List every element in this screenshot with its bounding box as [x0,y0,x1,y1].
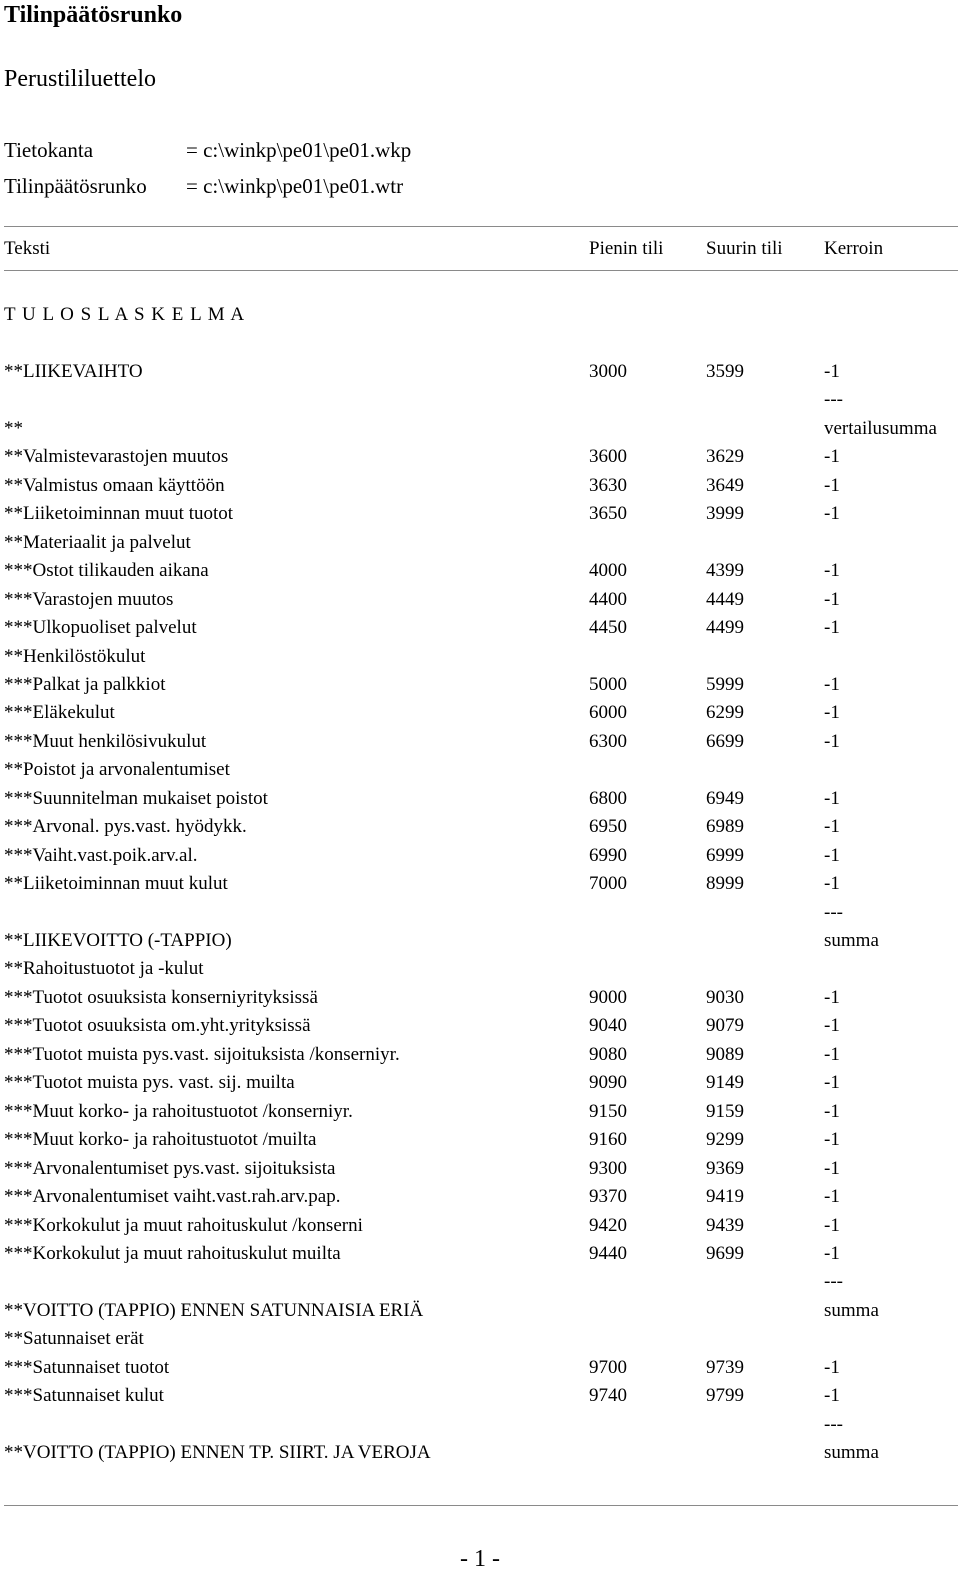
row-max-account: 9149 [706,1072,744,1093]
row-text: ** [4,418,23,439]
row-max-account: 9369 [706,1158,744,1179]
row-min-account: 9090 [589,1072,627,1093]
row-text: ***Satunnaiset tuotot [4,1357,170,1378]
row-max-account: 6299 [706,702,744,723]
row-text: ***Vaiht.vast.poik.arv.al. [4,845,198,866]
table-row [0,1157,960,1185]
row-text: **Poistot ja arvonalentumiset [4,759,230,780]
header-factor: Kerroin [824,238,884,259]
table-row [0,1441,960,1469]
row-min-account: 9160 [589,1129,627,1150]
table-row [0,388,960,416]
table-row [0,1128,960,1156]
row-max-account: 9299 [706,1129,744,1150]
table-row [0,787,960,815]
row-text: ***Muut henkilösivukulut [4,731,207,752]
row-text: **Valmistevarastojen muutos [4,446,229,467]
info-key: Tilinpäätösrunko [4,174,147,198]
row-max-account: 6999 [706,845,744,866]
row-text: ***Muut korko- ja rahoitustuotot /muilta [4,1129,317,1150]
table-row [0,588,960,616]
table-row [0,1185,960,1213]
header-bottom-divider [4,270,958,271]
row-min-account: 9000 [589,987,627,1008]
table-row [0,1014,960,1042]
table-row [0,929,960,957]
row-text: **Valmistus omaan käyttöön [4,475,225,496]
row-factor: -1 [824,674,840,695]
row-max-account: 3999 [706,503,744,524]
row-min-account: 3630 [589,475,627,496]
row-min-account: 3650 [589,503,627,524]
row-text: **VOITTO (TAPPIO) ENNEN SATUNNAISIA ERIÄ [4,1300,424,1321]
table-row [0,645,960,673]
row-factor: -1 [824,617,840,638]
row-factor: -1 [824,1044,840,1065]
row-text: **Liiketoiminnan muut kulut [4,873,228,894]
row-factor: -1 [824,1015,840,1036]
row-max-account: 6989 [706,816,744,837]
row-max-account: 9439 [706,1215,744,1236]
page-number: - 1 - [460,1546,500,1572]
row-text: ***Eläkekulut [4,702,115,723]
row-factor: -1 [824,873,840,894]
table-row [0,1356,960,1384]
row-factor: summa [824,1300,879,1321]
row-text: **Rahoitustuotot ja -kulut [4,958,204,979]
row-text: ***Arvonalentumiset vaiht.vast.rah.arv.pap. [4,1186,341,1207]
row-factor: --- [824,389,843,410]
table-row [0,360,960,388]
row-min-account: 6300 [589,731,627,752]
row-min-account: 6800 [589,788,627,809]
row-factor: -1 [824,361,840,382]
table-row [0,474,960,502]
row-factor: -1 [824,987,840,1008]
row-factor: -1 [824,731,840,752]
row-min-account: 3600 [589,446,627,467]
row-min-account: 4000 [589,560,627,581]
row-factor: summa [824,930,879,951]
row-factor: -1 [824,1072,840,1093]
table-row [0,986,960,1014]
table-row [0,417,960,445]
row-max-account: 9030 [706,987,744,1008]
row-min-account: 9040 [589,1015,627,1036]
row-max-account: 4499 [706,617,744,638]
table-row [0,559,960,587]
row-text: **LIIKEVOITTO (-TAPPIO) [4,930,232,951]
row-max-account: 6949 [706,788,744,809]
table-row [0,1413,960,1441]
row-min-account: 6000 [589,702,627,723]
row-factor: --- [824,902,843,923]
row-max-account: 9799 [706,1385,744,1406]
row-min-account: 9740 [589,1385,627,1406]
row-factor: --- [824,1414,843,1435]
row-text: ***Tuotot muista pys.vast. sijoituksista /konserniyr. [4,1044,400,1065]
row-factor: -1 [824,788,840,809]
table-row [0,844,960,872]
header-max-account: Suurin tili [706,238,783,259]
row-text: **VOITTO (TAPPIO) ENNEN TP. SIIRT. JA VEROJA [4,1442,431,1463]
table-row [0,1043,960,1071]
row-text: ***Tuotot muista pys. vast. sij. muilta [4,1072,295,1093]
row-max-account: 9159 [706,1101,744,1122]
table-row [0,531,960,559]
row-factor: -1 [824,1215,840,1236]
row-factor: -1 [824,503,840,524]
row-text: ***Ostot tilikauden aikana [4,560,209,581]
table-row [0,1100,960,1128]
row-factor: -1 [824,702,840,723]
row-min-account: 9440 [589,1243,627,1264]
row-text: **Satunnaiset erät [4,1328,144,1349]
row-min-account: 9420 [589,1215,627,1236]
row-max-account: 9739 [706,1357,744,1378]
row-factor: -1 [824,1357,840,1378]
row-min-account: 9370 [589,1186,627,1207]
row-max-account: 6699 [706,731,744,752]
row-factor: vertailusumma [824,418,937,439]
table-row [0,1214,960,1242]
row-factor: -1 [824,1129,840,1150]
table-row [0,730,960,758]
row-factor: -1 [824,1243,840,1264]
row-max-account: 3629 [706,446,744,467]
row-factor: -1 [824,1186,840,1207]
row-min-account: 9080 [589,1044,627,1065]
table-row [0,1071,960,1099]
document-title: Tilinpäätösrunko [4,2,183,28]
header-text: Teksti [4,238,51,259]
row-text: **Materiaalit ja palvelut [4,532,191,553]
table-row [0,1242,960,1270]
table-row [0,815,960,843]
row-factor: -1 [824,816,840,837]
table-row [0,701,960,729]
table-row [0,758,960,786]
row-factor: -1 [824,1101,840,1122]
row-text: **Liiketoiminnan muut tuotot [4,503,234,524]
document-subtitle: Perustililuettelo [4,66,156,92]
row-min-account: 9700 [589,1357,627,1378]
table-row [0,901,960,929]
row-min-account: 6950 [589,816,627,837]
row-text: **LIIKEVAIHTO [4,361,143,382]
row-max-account: 9079 [706,1015,744,1036]
row-max-account: 9419 [706,1186,744,1207]
table-row [0,616,960,644]
row-factor: -1 [824,475,840,496]
row-factor: -1 [824,446,840,467]
row-min-account: 9300 [589,1158,627,1179]
row-factor: -1 [824,845,840,866]
row-text: ***Satunnaiset kulut [4,1385,164,1406]
info-key: Tietokanta [4,138,94,162]
row-min-account: 4450 [589,617,627,638]
row-min-account: 7000 [589,873,627,894]
row-text: ***Muut korko- ja rahoitustuotot /konserniyr. [4,1101,353,1122]
header-min-account: Pienin tili [589,238,664,259]
row-text: ***Ulkopuoliset palvelut [4,617,197,638]
row-max-account: 5999 [706,674,744,695]
row-text: ***Korkokulut ja muut rahoituskulut muilta [4,1243,341,1264]
row-max-account: 9089 [706,1044,744,1065]
row-text: ***Varastojen muutos [4,589,174,610]
table-row [0,445,960,473]
row-text: ***Suunnitelman mukaiset poistot [4,788,268,809]
table-row [0,957,960,985]
row-min-account: 3000 [589,361,627,382]
row-text: ***Korkokulut ja muut rahoituskulut /konserni [4,1215,363,1236]
row-factor: -1 [824,589,840,610]
section-title: T U L O S L A S K E L M A [4,304,246,325]
row-text: ***Arvonal. pys.vast. hyödykk. [4,816,247,837]
table-row [0,673,960,701]
row-max-account: 4449 [706,589,744,610]
header-top-divider [4,226,958,227]
row-max-account: 8999 [706,873,744,894]
row-factor: --- [824,1271,843,1292]
row-text: ***Tuotot osuuksista konserniyrityksissä [4,987,318,1008]
table-row [0,502,960,530]
row-max-account: 4399 [706,560,744,581]
footer-divider [4,1505,958,1506]
row-factor: -1 [824,1158,840,1179]
row-max-account: 9699 [706,1243,744,1264]
row-text: ***Tuotot osuuksista om.yht.yrityksissä [4,1015,311,1036]
table-row [0,1327,960,1355]
table-row [0,872,960,900]
table-row [0,1384,960,1412]
row-max-account: 3649 [706,475,744,496]
table-row [0,1299,960,1327]
info-value: = c:\winkp\pe01\pe01.wkp [186,138,412,162]
row-max-account: 3599 [706,361,744,382]
row-factor: -1 [824,560,840,581]
row-text: **Henkilöstökulut [4,646,146,667]
row-min-account: 5000 [589,674,627,695]
row-text: ***Palkat ja palkkiot [4,674,166,695]
row-min-account: 6990 [589,845,627,866]
info-value: = c:\winkp\pe01\pe01.wtr [186,174,404,198]
row-factor: summa [824,1442,879,1463]
row-min-account: 4400 [589,589,627,610]
row-text: ***Arvonalentumiset pys.vast. sijoituksista [4,1158,336,1179]
row-min-account: 9150 [589,1101,627,1122]
row-factor: -1 [824,1385,840,1406]
table-row [0,1270,960,1298]
